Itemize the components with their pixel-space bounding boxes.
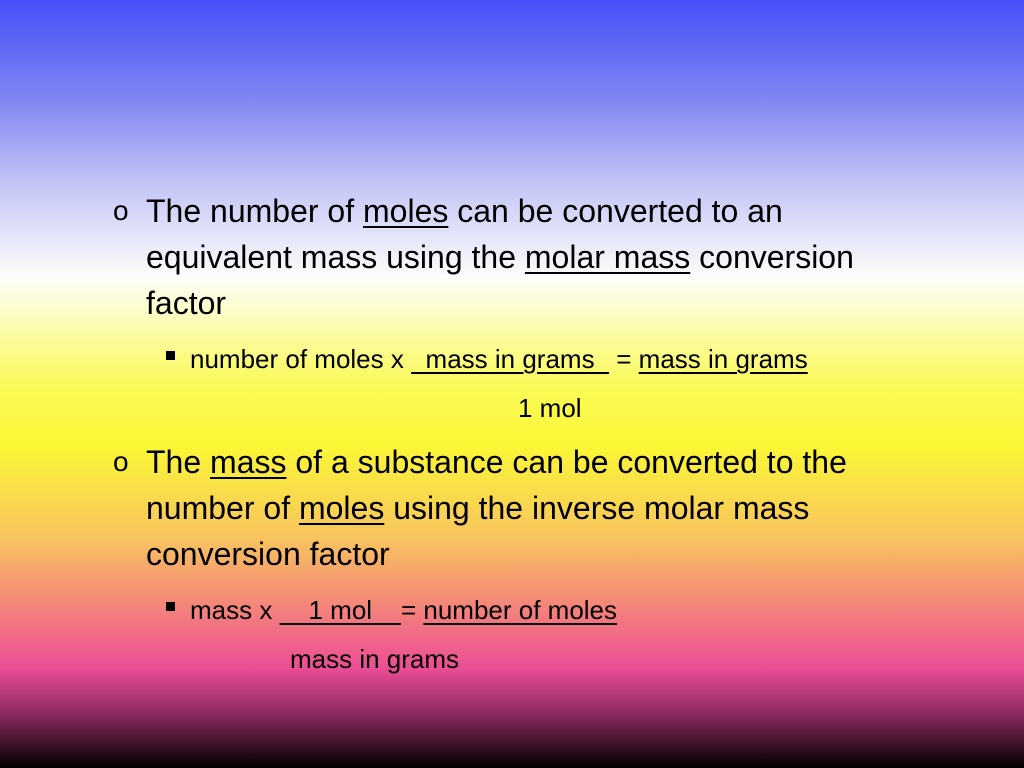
formula-equals: =	[609, 344, 639, 374]
formula-lead: mass x	[190, 595, 280, 625]
item2-text: conversion factor	[146, 536, 390, 572]
hollow-bullet-icon: o	[113, 446, 129, 477]
item1-text: can be converted to an	[448, 193, 783, 229]
item2-line3	[146, 531, 390, 577]
item2-moles-term: moles	[298, 490, 385, 526]
item2-line2	[146, 485, 809, 531]
item1-text: The number of	[146, 193, 363, 229]
square-bullet-icon	[166, 602, 175, 611]
item1-line1	[146, 188, 783, 234]
item1-moles-term: moles	[363, 193, 449, 229]
square-bullet-icon	[166, 351, 175, 360]
formula-numerator: mass in grams	[411, 344, 610, 374]
item2-line1	[146, 439, 847, 485]
formula-result: number of moles	[423, 595, 618, 625]
item1-line2	[146, 234, 854, 280]
item1-text: factor	[146, 285, 227, 321]
item2-formula-denominator	[290, 640, 459, 678]
formula-lead: number of moles x	[190, 344, 412, 374]
item2-text: using the inverse molar mass	[384, 490, 810, 526]
formula-numerator: 1 mol	[279, 595, 401, 625]
item1-line3	[146, 280, 226, 326]
formula-equals: =	[400, 595, 424, 625]
formula-denominator: 1 mol	[518, 393, 582, 423]
item2-text: number of	[146, 490, 299, 526]
item2-text: of a substance can be converted to the	[286, 444, 847, 480]
hollow-bullet-icon: o	[113, 195, 129, 226]
item2-text: The	[146, 444, 211, 480]
formula-result: mass in grams	[638, 344, 808, 374]
item1-text: conversion	[690, 239, 854, 275]
item2-formula	[190, 591, 617, 629]
item2-mass-term: mass	[210, 444, 287, 480]
formula-denominator: mass in grams	[290, 644, 460, 674]
item1-molar-mass-term: molar mass	[524, 239, 691, 275]
item1-text: equivalent mass using the	[146, 239, 525, 275]
item1-formula	[190, 340, 808, 378]
item1-formula-denominator	[518, 389, 582, 427]
